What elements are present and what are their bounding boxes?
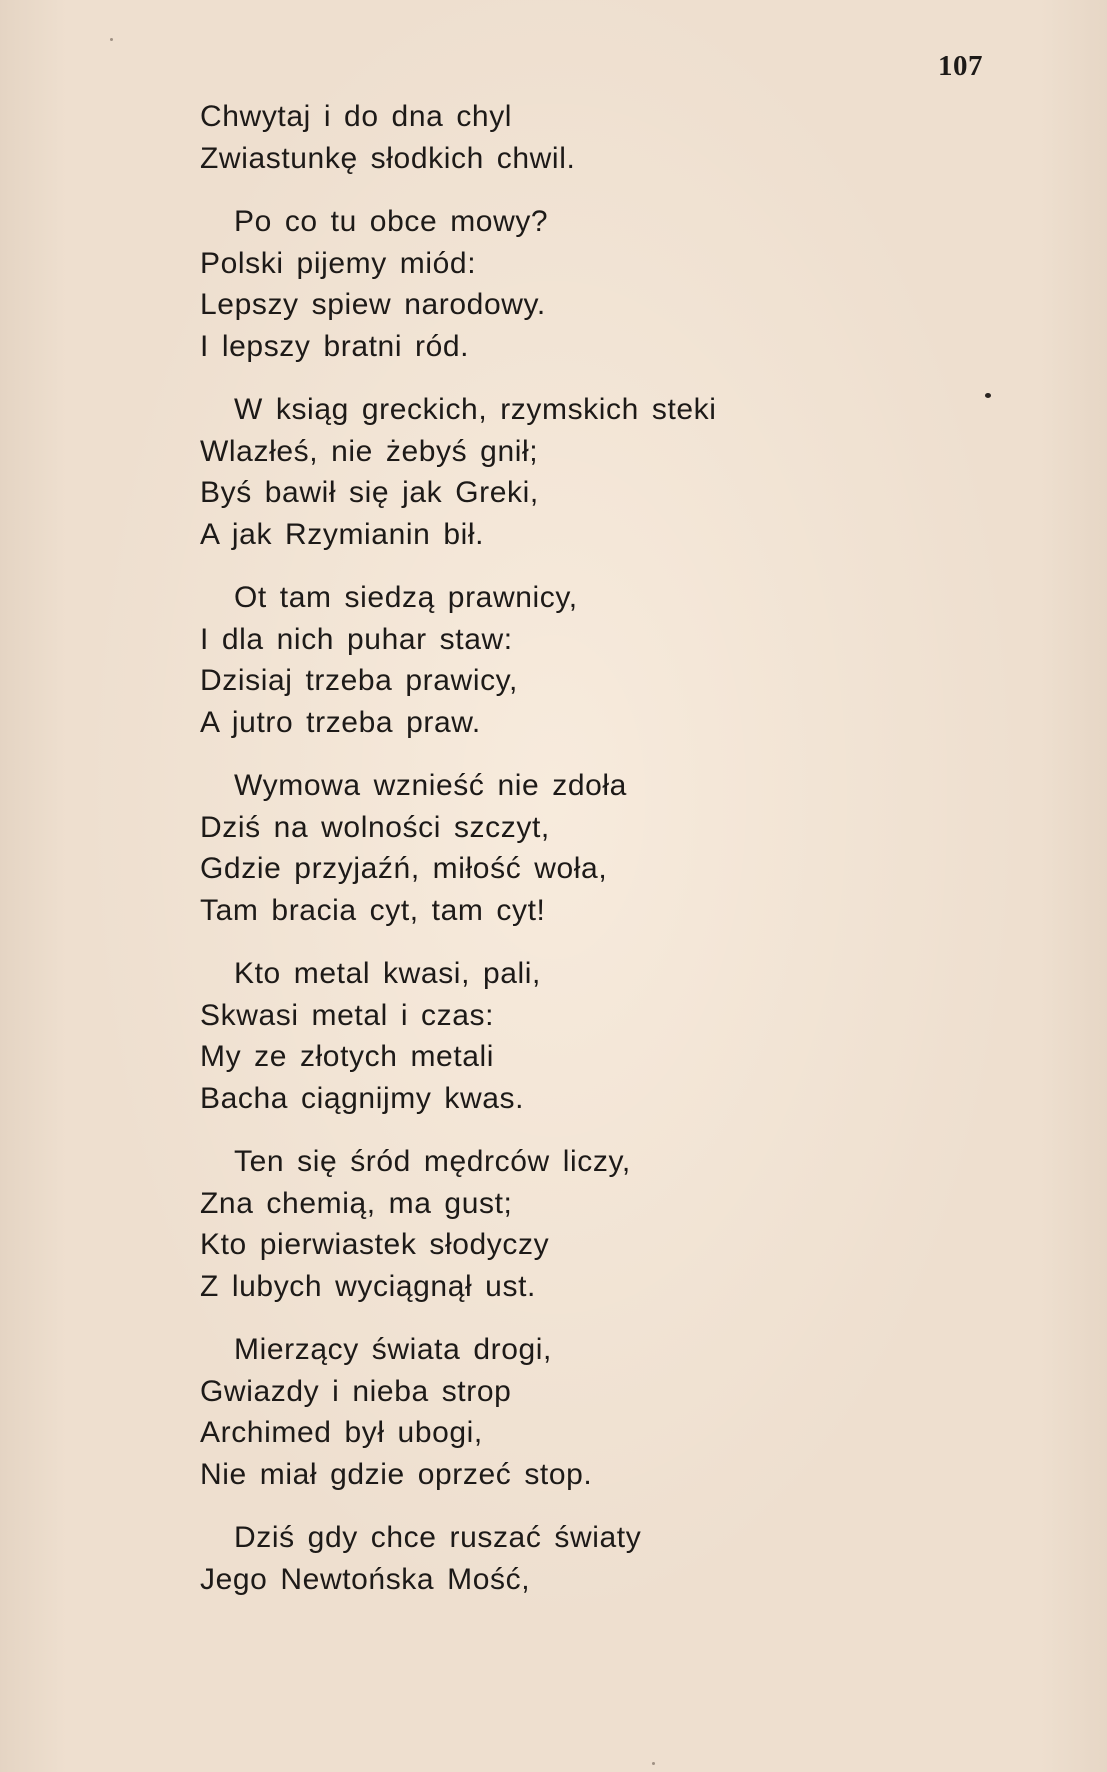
stanza	[200, 389, 800, 555]
poem-line: Tam bracia cyt, tam cyt!	[200, 893, 546, 927]
poem-line: Zwiastunkę słodkich chwil.	[200, 141, 576, 175]
stanza	[200, 1517, 800, 1600]
poem-line: I dla nich puhar staw:	[200, 622, 513, 656]
poem-line: Gdzie przyjaźń, miłość woła,	[200, 852, 608, 885]
poem-line: Chwytaj i do dna chyl	[200, 100, 513, 133]
poem-line: Dziś gdy chce ruszać światy	[234, 1521, 642, 1554]
paper-speck	[110, 38, 113, 41]
poem-line: Wymowa wznieść nie zdoła	[234, 769, 627, 802]
poem-line: Byś bawił się jak Greki,	[200, 476, 539, 509]
poem-line: Skwasi metal i czas:	[200, 998, 495, 1032]
poem-line: Gwiazdy i nieba strop	[200, 1374, 512, 1408]
stanza	[200, 577, 800, 743]
poem-line: Mierzący świata drogi,	[234, 1333, 552, 1366]
poem-line: Po co tu obce mowy?	[234, 205, 549, 238]
page-number: 107	[938, 50, 983, 82]
poem-line: Dziś na wolności szczyt,	[200, 810, 550, 844]
poem-line: W ksiąg greckich, rzymskich steki	[234, 393, 717, 426]
stanza	[200, 765, 800, 931]
poem-line: A jutro trzeba praw.	[200, 705, 481, 739]
paper-speck	[652, 1762, 655, 1765]
poem-line: Jego Newtońska Mość,	[200, 1562, 531, 1596]
stanza	[200, 1141, 800, 1307]
poem-line: Ot tam siedzą prawnicy,	[234, 581, 578, 614]
poem-line: Nie miał gdzie oprzeć stop.	[200, 1457, 593, 1491]
stanza	[200, 96, 800, 179]
poem-line: Dzisiaj trzeba prawicy,	[200, 664, 518, 697]
poem-text	[200, 96, 800, 1622]
poem-line: Kto pierwiastek słodyczy	[200, 1228, 550, 1261]
stanza	[200, 953, 800, 1119]
poem-line: Archimed był ubogi,	[200, 1416, 483, 1449]
poem-line: Bacha ciągnijmy kwas.	[200, 1081, 525, 1115]
poem-line: Lepszy spiew narodowy.	[200, 288, 546, 321]
ink-mark	[985, 393, 991, 398]
poem-line: Wlazłeś, nie żebyś gnił;	[200, 434, 539, 468]
stanza	[200, 201, 800, 367]
poem-line: Polski pijemy miód:	[200, 246, 477, 280]
poem-line: I lepszy bratni ród.	[200, 329, 470, 363]
poem-line: A jak Rzymianin bił.	[200, 517, 485, 551]
stanza	[200, 1329, 800, 1495]
poem-line: Zna chemią, ma gust;	[200, 1186, 513, 1220]
poem-line: Kto metal kwasi, pali,	[234, 957, 541, 990]
poem-line: My ze złotych metali	[200, 1040, 495, 1073]
poem-line: Ten się śród mędrców liczy,	[234, 1145, 631, 1178]
poem-line: Z lubych wyciągnął ust.	[200, 1269, 536, 1303]
